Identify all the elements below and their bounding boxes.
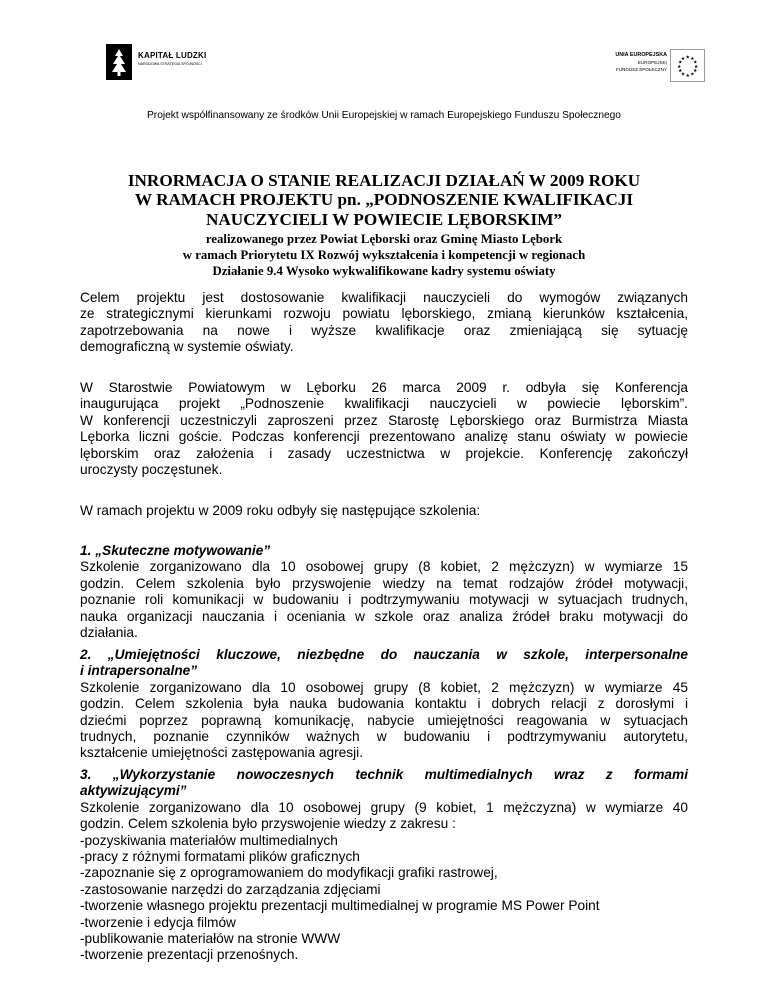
svg-text:★: ★ — [678, 60, 683, 66]
svg-text:★: ★ — [693, 69, 698, 75]
trainings-intro — [80, 503, 688, 519]
svg-text:★: ★ — [690, 72, 695, 78]
training-3-list-item: -tworzenie własnego projektu prezentacji multimedialnej w programie MS Power Point — [80, 898, 600, 914]
training-3-list-item: -zastosowanie narzędzi do zarządzania zdjęciami — [80, 881, 381, 897]
training-3-heading: aktywizującymi” — [80, 783, 187, 799]
subtitle-line-1: realizowanego przez Powiat Lęborski oraz Gminę Miasto Lębork — [205, 232, 563, 246]
training-1 — [80, 543, 688, 641]
training-1-line: poznanie roli komunikacji w budowaniu i podtrzymywaniu motywacji w sytuacjach trudnych, — [80, 592, 688, 608]
funding-note: Projekt współfinansowany ze środków Unii Europejskiej w ramach Europejskiego Funduszu Społecznego — [147, 110, 621, 121]
training-3-list-item: -tworzenie prezentacji przenośnych. — [80, 947, 299, 963]
training-3-list-item: -zapoznanie się z oprogramowaniem do modyfikacji grafiki rastrowej, — [80, 865, 498, 881]
intro-line: ze strategicznymi kierunkami rozwoju powiatu lęborskiego, zmianą kierunków kształcenia, — [80, 306, 688, 322]
title-line-1: INRORMACJA O STANIE REALIZACJI DZIAŁAŃ W 2009 ROKU — [127, 171, 641, 190]
training-1-line: godzin. Celem szkolenia było przyswojenie wiedzy na temat rodzajów źródeł motywacji, — [80, 575, 688, 591]
svg-text:★: ★ — [690, 56, 695, 62]
eu-logo-line2: EUROPEJSKI — [637, 60, 667, 65]
intro-line: zapotrzebowania na nowe i wyższe kwalifikacje oraz zmieniającą się sytuację — [80, 322, 688, 338]
training-2-line: dziećmi poprzez poprawną komunikację, nabycie umiejętności reagowania w sytuacjach — [80, 712, 688, 728]
subtitle-line-2: w ramach Priorytetu IX Rozwój wykształcenia i kompetencji w regionach — [182, 248, 586, 263]
training-2 — [80, 647, 688, 762]
svg-text:★: ★ — [678, 69, 683, 75]
training-3-list-item: -publikowanie materiałów na stronie WWW — [80, 931, 341, 947]
training-2-line: godzin. Celem szkolenia była nauka budowania kontaktu i dobrych relacji z dorosłymi i — [80, 696, 688, 712]
svg-text:★: ★ — [685, 55, 690, 61]
intro-paragraph — [80, 290, 688, 356]
training-2-heading: 2. „Umiejętności kluczowe, niezbędne do nauczania w szkole, interpersonalne — [80, 647, 688, 662]
conference-line: W konferencji uczestniczyli zaproszeni przez Starostę Lęborskiego oraz Burmistrza Miasta — [80, 412, 688, 428]
svg-text:★: ★ — [685, 73, 690, 79]
training-2-line: trudnych, poznanie czynników ważnych w budowaniu i podtrzymywaniu autorytetu, — [80, 729, 688, 745]
conference-line: uroczysty poczęstunek. — [80, 462, 223, 478]
kapital-ludzki-emblem-icon — [106, 44, 132, 80]
training-3-list-item: -tworzenie i edycja filmów — [80, 914, 236, 930]
kapital-ludzki-subtitle: NARODOWA STRATEGIA SPÓJNOŚCI — [138, 62, 202, 66]
title-line-2: W RAMACH PROJEKTU pn. „PODNOSZENIE KWALIFIKACJI — [134, 190, 634, 210]
training-2-heading: i intrapersonalne” — [80, 663, 198, 679]
training-1-line: działania. — [80, 625, 138, 641]
eu-logo-line1: UNIA EUROPEJSKA — [615, 52, 667, 58]
document-subtitle — [100, 231, 668, 280]
training-3-line: godzin. Celem szkolenia było przyswojenie wiedzy z zakresu : — [80, 816, 456, 832]
kapital-ludzki-logo — [106, 44, 216, 84]
training-1-line: Szkolenie zorganizowano dla 10 osobowej grupy (8 kobiet, 2 mężczyzn) w wymiarze 15 — [80, 559, 688, 575]
training-3-heading: 3. „Wykorzystanie nowoczesnych technik multimedialnych wraz z formami — [80, 767, 688, 782]
intro-line: demograficzną w systemie oświaty. — [80, 339, 294, 355]
eu-logo-text — [615, 52, 667, 73]
trainings-intro-text: W ramach projektu w 2009 roku odbyły się następujące szkolenia: — [80, 503, 481, 518]
subtitle-line-3: Działanie 9.4 Wysoko wykwalifikowane kadry systemu oświaty — [212, 264, 556, 279]
training-1-line: nauka organizacji nauczania i oceniania w szkole oraz analiza źródeł braku motywacji do — [80, 608, 688, 624]
conference-line: W Starostwie Powiatowym w Lęborku 26 marca 2009 r. odbyła się Konferencja — [80, 380, 688, 395]
conference-paragraph — [80, 380, 688, 478]
training-3-list-item: -pracy z różnymi formatami plików graficznych — [80, 849, 360, 865]
document-title — [100, 171, 668, 229]
svg-text:★: ★ — [677, 64, 682, 70]
training-3-list-item: -pozyskiwania materiałów multimedialnych — [80, 832, 338, 848]
title-line-3: NAUCZYCIELI W POWIECIE LĘBORSKIM” — [205, 209, 563, 229]
training-3-line: Szkolenie zorganizowano dla 10 osobowej grupy (9 kobiet, 1 mężczyzna) w wymiarze 40 — [80, 799, 688, 815]
training-1-heading: 1. „Skuteczne motywowanie” — [80, 543, 271, 558]
conference-line: lęborskim oraz założenia i zasady uczestnictwa w projekcie. Konferencję zakończył — [80, 445, 688, 461]
intro-line: Celem projektu jest dostosowanie kwalifikacji nauczycieli do wymogów związanych — [80, 290, 688, 305]
svg-text:★: ★ — [680, 72, 686, 78]
conference-line: inaugurująca projekt „Podnoszenie kwalifikacji nauczycieli w powiecie lęborskim”. — [80, 396, 688, 412]
svg-text:★: ★ — [693, 60, 698, 66]
conference-line: Lęborka liczni goście. Podczas konferencji prezentowano analizę stanu oświaty w powiecie — [80, 429, 688, 445]
eu-logo-line3: FUNDUSZ SPOŁECZNY — [615, 67, 667, 72]
training-2-line: kształcenie umiejętności zastępowania agresji. — [80, 745, 364, 761]
svg-text:★: ★ — [694, 64, 699, 70]
eu-flag-icon — [670, 49, 705, 82]
eu-logo — [589, 49, 705, 83]
training-3 — [80, 767, 688, 964]
svg-text:★: ★ — [680, 56, 686, 62]
kapital-ludzki-title: KAPITAŁ LUDZKI — [138, 51, 207, 60]
training-2-line: Szkolenie zorganizowano dla 10 osobowej grupy (8 kobiet, 2 mężczyzn) w wymiarze 45 — [80, 679, 688, 695]
